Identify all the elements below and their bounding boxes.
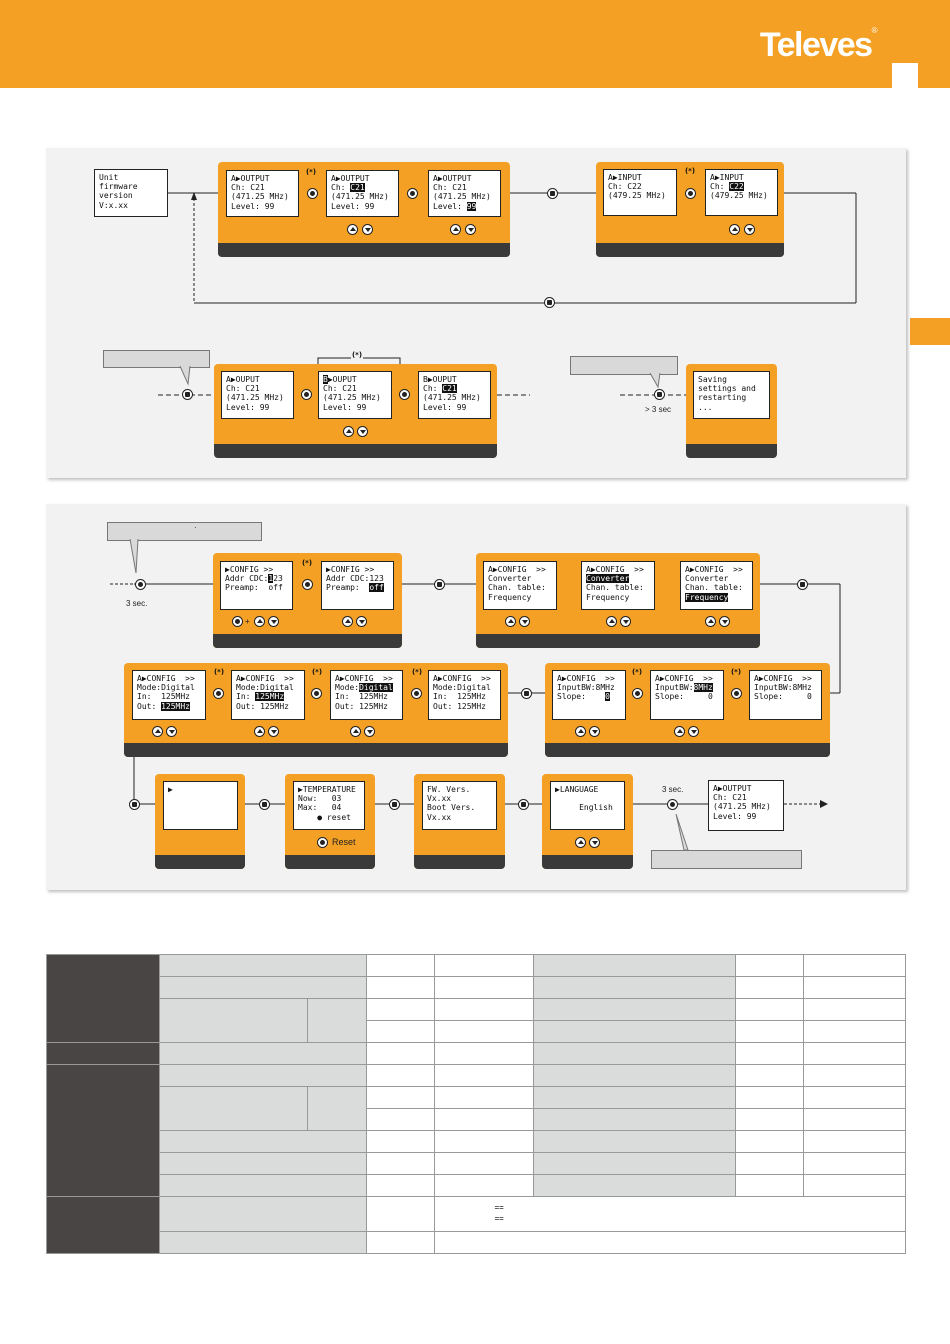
info-button[interactable] [434, 579, 445, 590]
spec-table [46, 954, 906, 1254]
lcd-mode-1: A▶CONFIG >> Mode:Digital In: 125MHz Out: 125MHz [132, 670, 206, 720]
table-row [47, 1175, 906, 1197]
up-arrow-button[interactable] [347, 224, 358, 235]
info-button[interactable] [259, 799, 270, 810]
star-note: (*) [351, 351, 363, 359]
center-button[interactable] [685, 188, 696, 199]
lcd-input-channel: A▶INPUT Ch: C22 (479.25 MHz) [705, 169, 778, 216]
down-arrow-button[interactable] [268, 616, 279, 627]
table-row [47, 1131, 906, 1153]
star-note: (*) [631, 668, 643, 676]
up-arrow-button[interactable] [342, 616, 353, 627]
lcd-mode-3: A▶CONFIG >> Mode:Digital In: 125MHz Out: 125MHz [330, 670, 403, 720]
callout-pointer [128, 539, 144, 575]
star-note: (*) [301, 559, 313, 567]
down-arrow-button[interactable] [364, 726, 375, 737]
down-arrow-button[interactable] [719, 616, 730, 627]
lcd-oup-channel: B▶OUPUT Ch: C21 (471.25 MHz) Level: 99 [418, 371, 491, 419]
lcd-bw-1: A▶CONFIG >> InputBW:8MHz Slope: 0 [552, 670, 626, 720]
table-row [47, 1087, 906, 1109]
televes-logo: Televes® [759, 26, 876, 64]
callout-box [651, 850, 802, 869]
up-arrow-button[interactable] [729, 224, 740, 235]
table-row [47, 999, 906, 1021]
center-button[interactable] [399, 389, 410, 400]
hold-time-label: > 3 sec [645, 405, 672, 414]
lcd-config-preamp: ▶CONFIG >> Addr CDC:123 Preamp: off [321, 561, 394, 610]
info-button[interactable] [654, 389, 665, 400]
info-button[interactable] [521, 688, 532, 699]
up-arrow-button[interactable] [254, 616, 265, 627]
table-row [47, 1232, 906, 1254]
table-row [47, 955, 906, 977]
lcd-bw-2: A▶CONFIG >> InputBW:8MHz Slope: 0 [650, 670, 724, 720]
lcd-blank: ▶ [163, 781, 238, 830]
star-note: (*) [213, 668, 225, 676]
lcd-oup-b: B▶OUPUT Ch: C21 (471.25 MHz) Level: 99 [318, 371, 392, 419]
star-note: (*) [684, 167, 696, 175]
center-button[interactable] [411, 688, 422, 699]
lcd-oup-a: A▶OUPUT Ch: C21 (471.25 MHz) Level: 99 [221, 371, 294, 419]
down-arrow-button[interactable] [744, 224, 755, 235]
star-note: (*) [311, 668, 323, 676]
center-button[interactable] [311, 688, 322, 699]
center-button[interactable] [301, 389, 312, 400]
info-button[interactable] [182, 389, 193, 400]
up-arrow-button[interactable] [505, 616, 516, 627]
lcd-conv-2: A▶CONFIG >> Converter Chan. table: Frequency [581, 561, 655, 610]
reset-button[interactable] [317, 837, 328, 848]
down-arrow-button[interactable] [589, 837, 600, 848]
side-section-tab [910, 318, 950, 345]
table-row [47, 1197, 906, 1232]
star-note: (*) [411, 668, 423, 676]
up-arrow-button[interactable] [674, 726, 685, 737]
down-arrow-button[interactable] [362, 224, 373, 235]
header-tab-notch [892, 63, 918, 88]
lcd-output-channel: A▶OUTPUT Ch: C21 (471.25 MHz) Level: 99 [326, 170, 399, 217]
center-button[interactable] [302, 579, 313, 590]
center-button[interactable] [632, 688, 643, 699]
center-button[interactable] [731, 688, 742, 699]
lcd-bw-3: A▶CONFIG >> InputBW:8MHz Slope: 0 [749, 670, 822, 720]
up-arrow-button[interactable] [343, 426, 354, 437]
table-row [47, 977, 906, 999]
dc-symbol: == == [494, 1203, 504, 1223]
reset-label: Reset [332, 837, 356, 847]
lcd-output-a: A▶OUTPUT Ch: C21 (471.25 MHz) Level: 99 [226, 170, 299, 217]
lcd-fw-version: FW. Vers. Vx.xx Boot Vers. Vx.xx [422, 781, 497, 830]
table-row [47, 1065, 906, 1087]
callout-box: · [107, 522, 262, 541]
down-arrow-button[interactable] [166, 726, 177, 737]
lcd-saving: Saving settings and restarting ... [693, 371, 770, 419]
center-button[interactable] [307, 188, 318, 199]
center-button[interactable] [213, 688, 224, 699]
down-arrow-button[interactable] [688, 726, 699, 737]
info-button[interactable] [544, 297, 555, 308]
lcd-mode-2: A▶CONFIG >> Mode:Digital In: 125MHz Out: 125MHz [231, 670, 305, 720]
table-row [47, 1043, 906, 1065]
down-arrow-button[interactable] [519, 616, 530, 627]
info-button[interactable] [129, 799, 140, 810]
center-button[interactable] [667, 799, 678, 810]
up-arrow-button[interactable] [575, 726, 586, 737]
lcd-final-output: A▶OUTPUT Ch: C21 (471.25 MHz) Level: 99 [708, 780, 784, 831]
star-note: (*) [730, 668, 742, 676]
up-arrow-button[interactable] [705, 616, 716, 627]
lcd-mode-4: A▶CONFIG >> Mode:Digital In: 125MHz Out: 125MHz [428, 670, 501, 720]
down-arrow-button[interactable] [465, 224, 476, 235]
up-arrow-button[interactable] [575, 837, 586, 848]
callout-pointer [178, 366, 198, 386]
page-header [0, 0, 950, 88]
callout-pointer [674, 814, 694, 852]
up-arrow-button[interactable] [450, 224, 461, 235]
up-arrow-button[interactable] [152, 726, 163, 737]
down-arrow-button[interactable] [357, 426, 368, 437]
plus-sign: + [245, 617, 250, 626]
info-button[interactable] [797, 579, 808, 590]
callout-pointer [648, 373, 668, 389]
hold-time-label: 3 sec. [662, 785, 684, 794]
info-button[interactable] [518, 799, 529, 810]
up-arrow-button[interactable] [606, 616, 617, 627]
center-button[interactable] [135, 579, 146, 590]
center-button[interactable] [407, 188, 418, 199]
hold-time-label: 3 sec. [126, 599, 148, 608]
lcd-input-a: A▶INPUT Ch: C22 (479.25 MHz) [603, 169, 677, 216]
lcd-config-addr: ▶CONFIG >> Addr CDC:123 Preamp: off [220, 561, 293, 610]
up-arrow-button[interactable] [254, 726, 265, 737]
info-button[interactable] [389, 799, 400, 810]
center-button[interactable] [232, 616, 243, 627]
star-note: (*) [305, 168, 317, 176]
lcd-output-level: A▶OUTPUT Ch: C21 (471.25 MHz) Level: 99 [428, 170, 501, 217]
info-button[interactable] [547, 188, 558, 199]
down-arrow-button[interactable] [356, 616, 367, 627]
down-arrow-button[interactable] [268, 726, 279, 737]
down-arrow-button[interactable] [620, 616, 631, 627]
lcd-firmware-version: Unit firmware version V:x.xx [94, 169, 168, 217]
table-row [47, 1153, 906, 1175]
up-arrow-button[interactable] [350, 726, 361, 737]
lcd-conv-1: A▶CONFIG >> Converter Chan. table: Frequency [483, 561, 557, 610]
lcd-language: ▶LANGUAGE English [550, 781, 625, 830]
lcd-temperature: ▶TEMPERATURE Now: 03 Max: 04 ● reset [293, 781, 365, 830]
lcd-conv-3: A▶CONFIG >> Converter Chan. table: Frequency [680, 561, 753, 610]
down-arrow-button[interactable] [589, 726, 600, 737]
